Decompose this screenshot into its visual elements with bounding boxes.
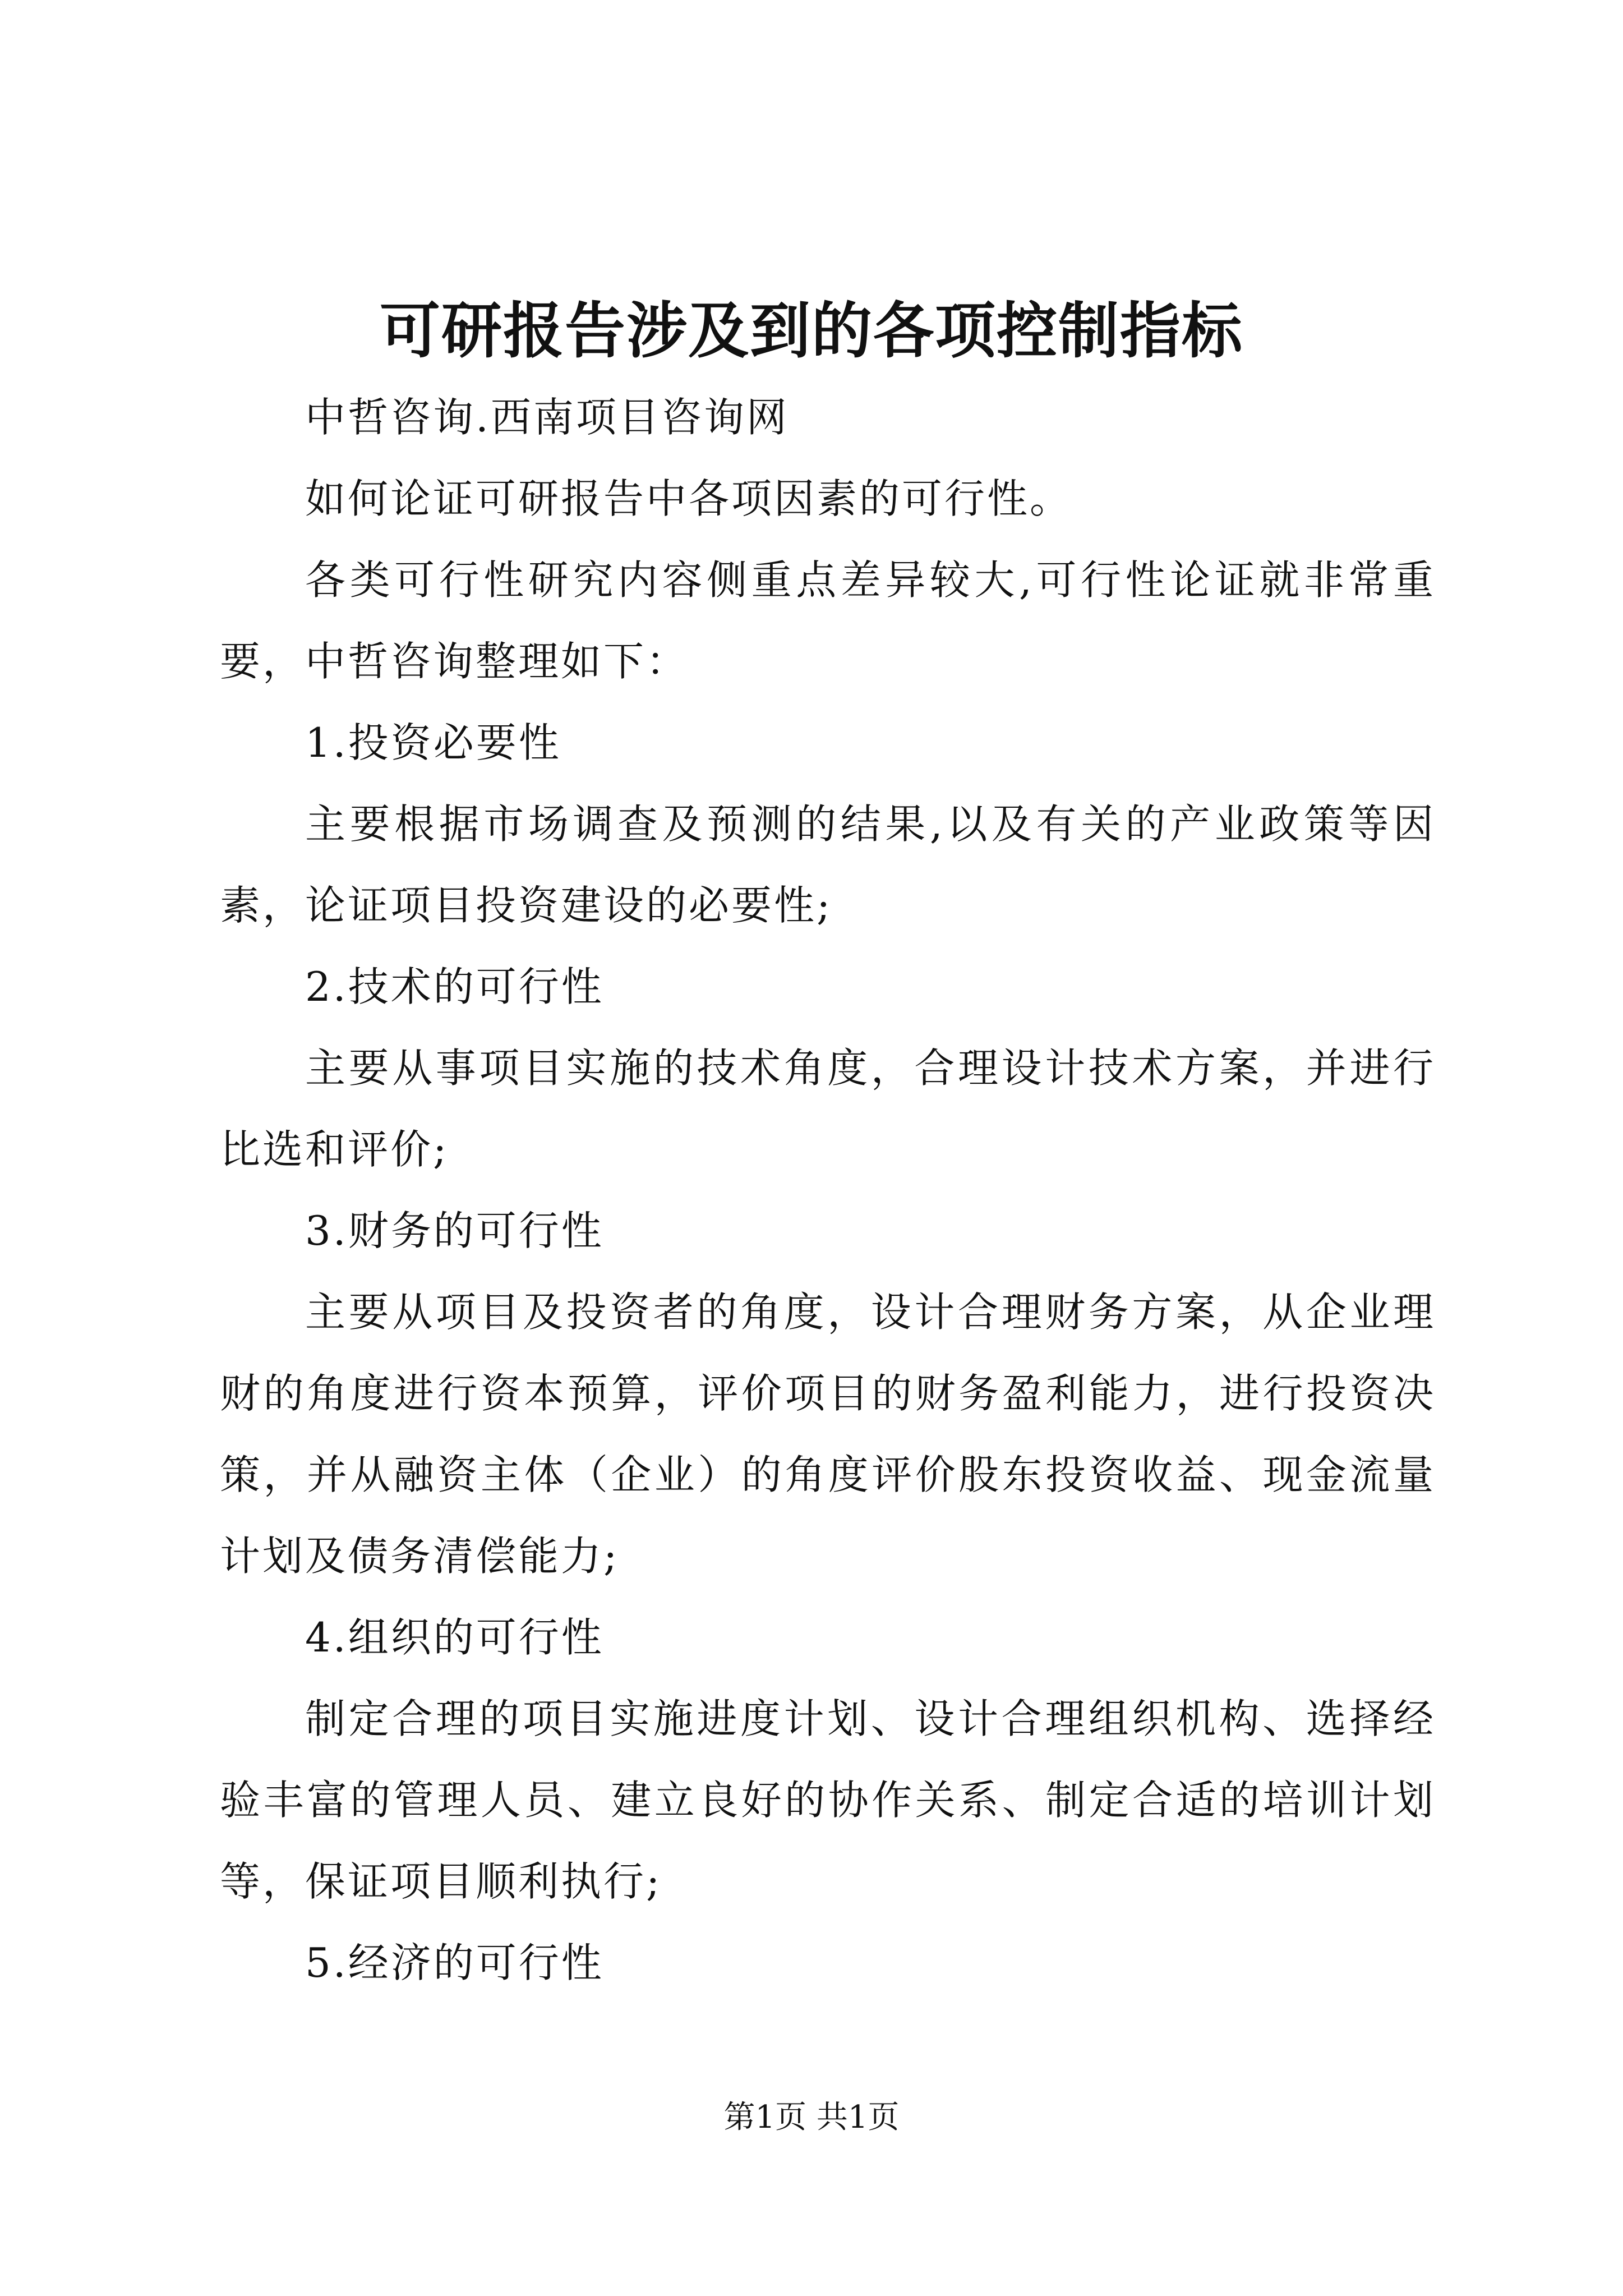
section-heading-4: 4.组织的可行性 [305, 1614, 604, 1661]
paragraph-section-2: 主要从事项目实施的技术角度，合理设计技术方案，并进行比选和评价; [220, 1045, 1436, 1173]
document-title: 可研报告涉及到的各项控制指标 [379, 296, 1243, 366]
section-heading-1: 1.投资必要性 [305, 719, 561, 766]
page-footer: 第1页 共1页 [723, 2099, 900, 2136]
paragraph-section-3: 主要从项目及投资者的角度，设计合理财务方案，从企业理财的角度进行资本预算，评价项目的财务盈利能力，进行投资决策，并从融资主体（企业）的角度评价股东投资收益、现金流量计划及债务清偿能力; [220, 1289, 1436, 1580]
document-body [220, 377, 1436, 2004]
paragraph-intro-question: 如何论证可研报告中各项因素的可行性。 [305, 475, 1073, 522]
section-heading-3: 3.财务的可行性 [305, 1207, 604, 1254]
paragraph-intro: 各类可行性研究内容侧重点差异较大,可行性论证就非常重要，中哲咨询整理如下： [220, 556, 1436, 685]
section-heading-2: 2.技术的可行性 [305, 963, 604, 1010]
paragraph-section-4: 制定合理的项目实施进度计划、设计合理组织机构、选择经验丰富的管理人员、建立良好的协作关系、制定合适的培训计划等，保证项目顺利执行; [220, 1695, 1436, 1905]
section-heading-5: 5.经济的可行性 [305, 1939, 604, 1986]
paragraph-source: 中哲咨询.西南项目咨询网 [305, 394, 789, 441]
paragraph-section-1: 主要根据市场调查及预测的结果,以及有关的产业政策等因素，论证项目投资建设的必要性; [220, 800, 1436, 929]
